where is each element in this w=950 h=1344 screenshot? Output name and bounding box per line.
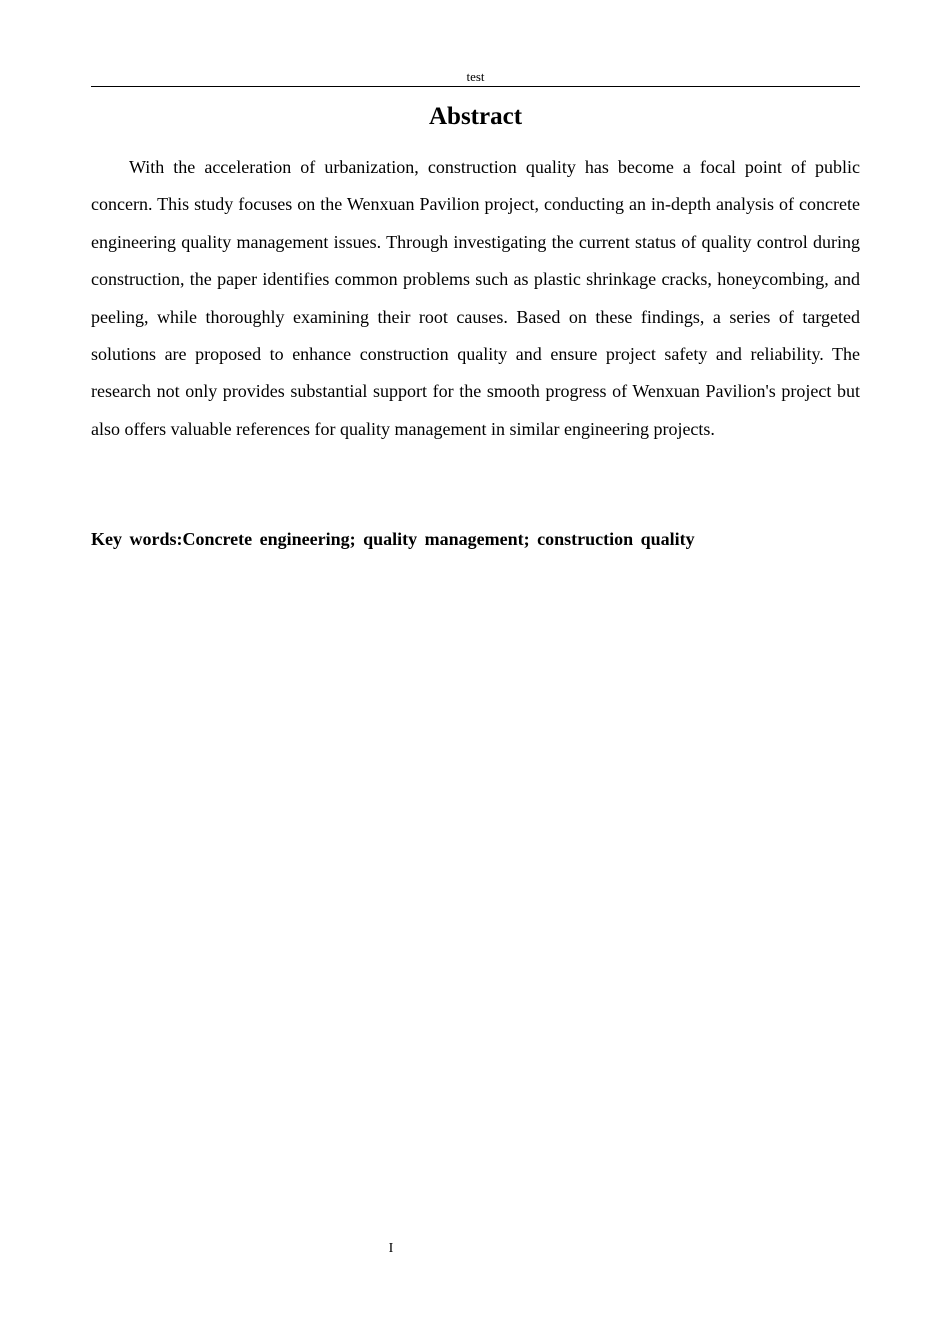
running-header <box>91 67 860 87</box>
keywords-label: Key words: <box>91 529 183 549</box>
page-number: I <box>388 1241 394 1256</box>
keywords <box>91 524 860 554</box>
abstract-title: Abstract <box>428 103 523 130</box>
abstract-body: With the acceleration of urbanization, construction quality has become a focal point of public concern. This study focuses on the Wenxuan Pavilion project, conducting an in-depth analysis of concrete engineering quality management issues. Through investigating the current status of quality control during construction, the paper identifies common problems such as plastic shrinkage cracks, honeycombing, and peeling, while thoroughly examining their root causes. Based on these findings, a series of targeted solutions are proposed to enhance construction quality and ensure project safety and reliability. The research not only provides substantial support for the smooth progress of Wenxuan Pavilion's project but also offers valuable references for quality management in similar engineering projects. <box>91 157 860 439</box>
running-header-text: test <box>466 69 485 84</box>
keywords-text: Concrete engineering; quality management; construction quality <box>182 529 695 549</box>
